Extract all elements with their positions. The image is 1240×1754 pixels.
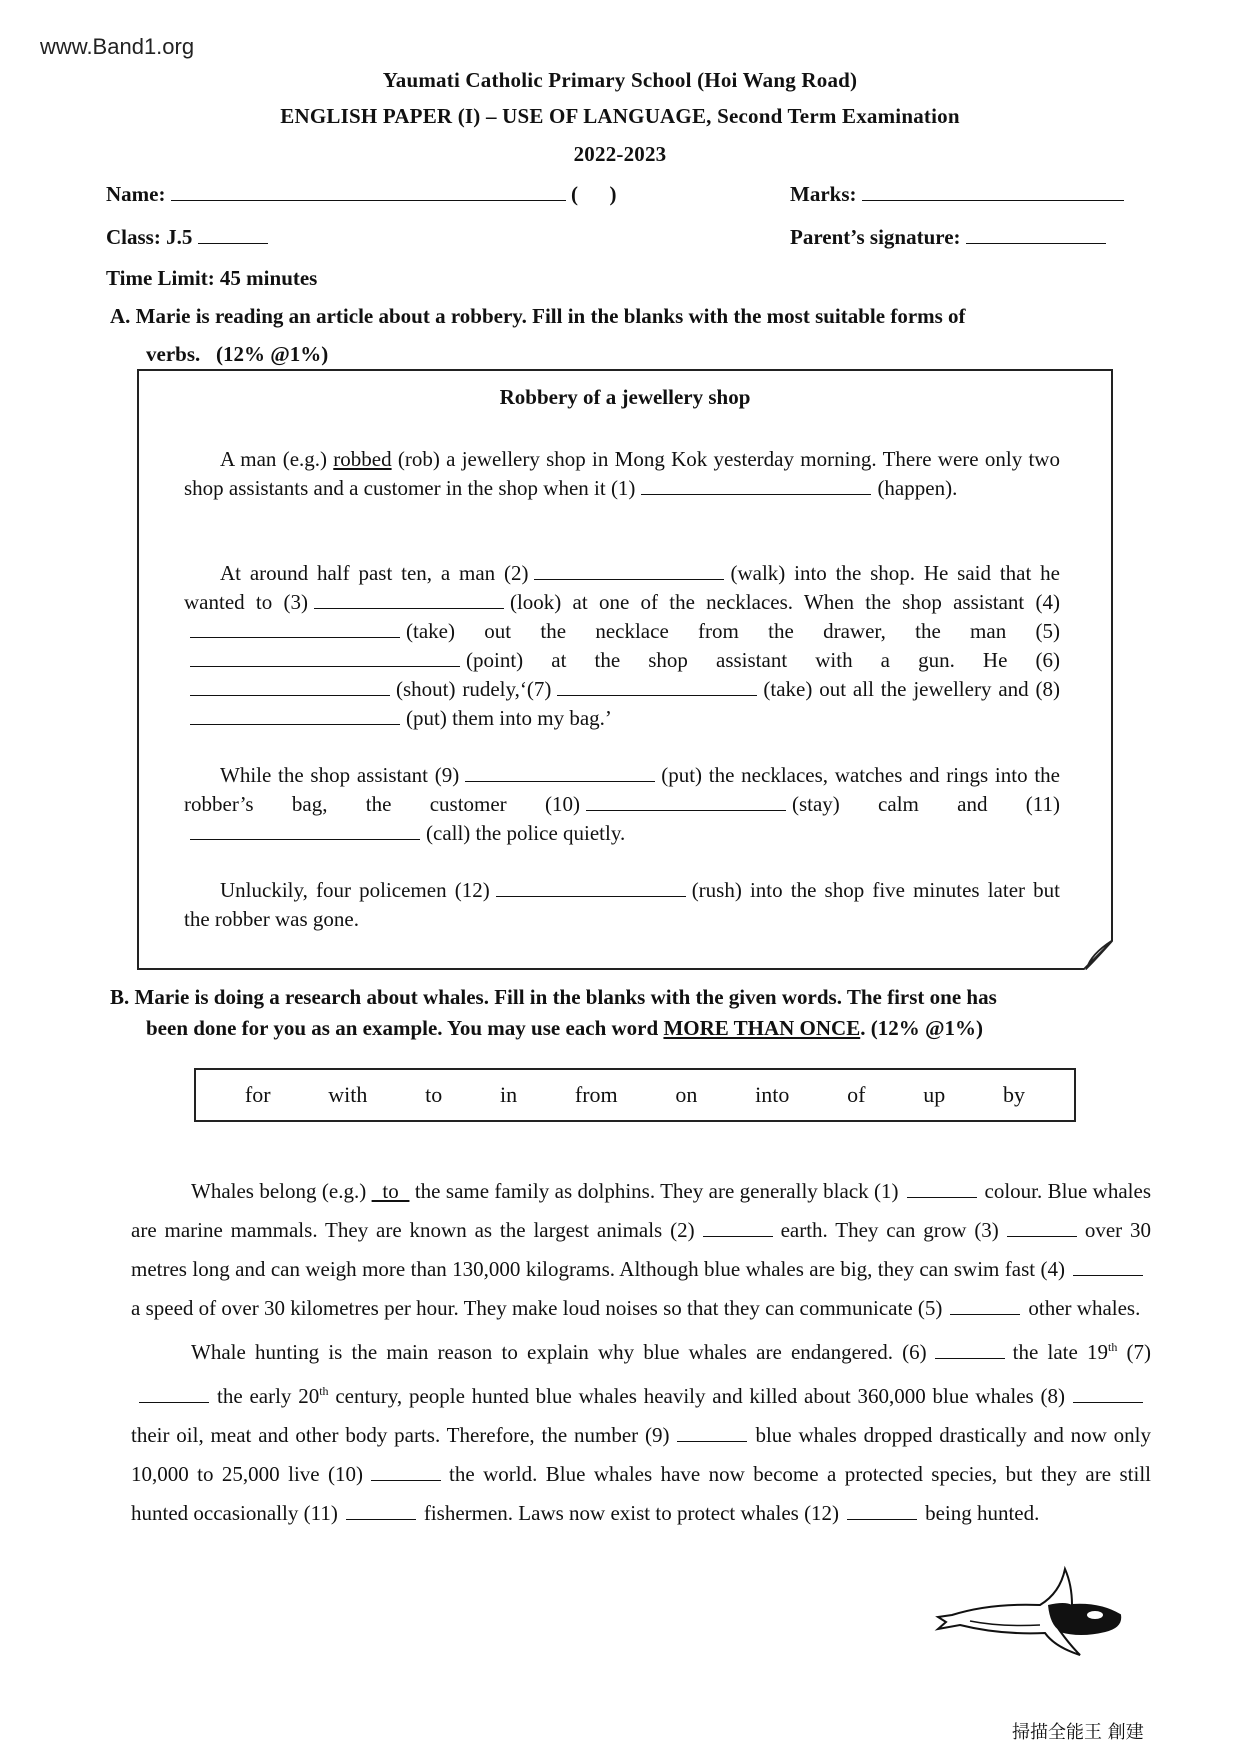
answer-blank[interactable] <box>190 621 400 638</box>
class-field[interactable] <box>106 225 268 250</box>
text-segment: other whales. <box>1028 1296 1141 1320</box>
word-bank-item: with <box>328 1082 368 1107</box>
text-segment: (shout) rudely,‘(7) <box>396 677 552 701</box>
marks-field[interactable] <box>790 182 1124 207</box>
answer-blank[interactable] <box>847 1503 917 1520</box>
text-segment: (call) the police quietly. <box>426 821 626 845</box>
word-bank-item: to <box>425 1082 443 1107</box>
article-box <box>137 369 1113 970</box>
answer-blank[interactable] <box>950 1298 1020 1315</box>
text-segment: the early 20 <box>217 1384 320 1408</box>
text-segment: fishermen. Laws now exist to protect whales (12) <box>423 1501 840 1525</box>
watermark-url: www.Band1.org <box>40 34 195 59</box>
text-segment: (walk) into the shop. He said that he wanted to (3) <box>184 561 1060 614</box>
whale-passage <box>131 1172 1151 1533</box>
text-segment: blue whales dropped drastically and now only 10,000 to 25,000 live (10) <box>131 1423 1152 1486</box>
word-bank-item: for <box>244 1082 271 1107</box>
whale-paragraph-2 <box>131 1328 1151 1533</box>
article-paragraph-3 <box>184 761 1060 848</box>
answer-blank[interactable] <box>314 592 504 609</box>
example-answer: to <box>371 1179 410 1203</box>
class-number-paren: ( ) <box>570 182 617 206</box>
text-segment: the world. Blue whales have now become a protected species, but they are still hunted occasionally (11) <box>131 1462 1151 1525</box>
text-segment: (put) the necklaces, watches and rings into the robber’s bag, the customer (10) <box>184 763 1060 816</box>
section-a-instruction-cont: verbs. (12% @1%) <box>146 342 329 366</box>
text-segment: (stay) calm and (11) <box>791 792 1060 816</box>
word-bank-item: from <box>574 1082 618 1107</box>
text-segment: (happen). <box>877 476 958 500</box>
answer-blank[interactable] <box>534 563 724 580</box>
text-segment: century, people hunted blue whales heavily and killed about 360,000 blue whales (8) <box>328 1384 1066 1408</box>
answer-blank[interactable] <box>190 708 400 725</box>
name-field[interactable] <box>106 182 616 207</box>
answer-blank[interactable] <box>190 679 390 696</box>
text-segment: (rob) a jewellery shop in Mong Kok yesterday morning. There were only two shop assistants and a customer in the shop when it (1) <box>184 447 1060 500</box>
marks-label: Marks: <box>790 182 857 206</box>
article-paragraph-2 <box>184 559 1060 733</box>
instr-marks: . (12% @1%) <box>860 1016 984 1040</box>
text-segment: Unluckily, four policemen (12) <box>220 878 490 902</box>
text-segment: Whales belong (e.g.) <box>191 1179 372 1203</box>
text-segment: (take) out the necklace from the drawer, the man (5) <box>406 619 1060 643</box>
name-line <box>171 186 566 201</box>
answer-blank[interactable] <box>586 794 786 811</box>
answer-blank[interactable] <box>677 1425 747 1442</box>
text-segment: (rush) into the shop five minutes later but the robber was gone. <box>184 878 1060 931</box>
text-segment: their oil, meat and other body parts. Therefore, the number (9) <box>131 1423 670 1447</box>
school-year: 2022-2023 <box>573 142 667 166</box>
paper-title: ENGLISH PAPER (I) – USE OF LANGUAGE, Second Term Examination <box>280 104 960 128</box>
marks-line <box>862 186 1124 201</box>
article-title: Robbery of a jewellery shop <box>499 385 751 409</box>
superscript: th <box>1107 1340 1118 1354</box>
section-a-instruction: A. Marie is reading an article about a robbery. Fill in the blanks with the most suitable forms of <box>110 304 966 328</box>
answer-blank[interactable] <box>346 1503 416 1520</box>
text-segment: While the shop assistant (9) <box>220 763 460 787</box>
word-bank-item: up <box>923 1082 946 1107</box>
text-segment: over 30 metres long and can weigh more than 130,000 kilograms. Although blue whales are big, they can swim fast (4) <box>131 1218 1151 1281</box>
text-segment: (point) at the shop assistant with a gun. He (6) <box>466 648 1060 672</box>
answer-blank[interactable] <box>190 823 420 840</box>
text-segment: a speed of over 30 kilometres per hour. They make loud noises so that they can communicate (5) <box>131 1296 943 1320</box>
instr-text: been done for you as an example. You may use each word <box>146 1016 664 1040</box>
answer-blank[interactable] <box>371 1464 441 1481</box>
orca-illustration <box>930 1565 1130 1660</box>
text-segment: colour. Blue whales are marine mammals. They are known as the largest animals (2) <box>131 1179 1151 1242</box>
word-bank-item: on <box>675 1082 698 1107</box>
text-segment: the same family as dolphins. They are generally black (1) <box>409 1179 899 1203</box>
answer-blank[interactable] <box>139 1386 209 1403</box>
article-paragraph-1 <box>184 445 1060 503</box>
word-bank-item: in <box>500 1082 518 1107</box>
section-b-instruction-cont <box>146 1009 983 1047</box>
answer-blank[interactable] <box>641 478 871 495</box>
class-line <box>198 229 268 244</box>
class-label: Class: J.5 <box>106 225 193 249</box>
page-fold-icon <box>1083 940 1113 970</box>
text-segment: (take) out all the jewellery and (8) <box>763 677 1061 701</box>
answer-blank[interactable] <box>703 1220 773 1237</box>
answer-blank[interactable] <box>1073 1386 1143 1403</box>
word-bank <box>194 1068 1076 1122</box>
text-segment: At around half past ten, a man (2) <box>220 561 529 585</box>
text-segment: (put) them into my bag.’ <box>406 706 612 730</box>
text-segment: Whale hunting is the main reason to explain why blue whales are endangered. (6) <box>191 1340 927 1364</box>
answer-blank[interactable] <box>465 765 655 782</box>
text-segment: being hunted. <box>925 1501 1040 1525</box>
text-segment: (look) at one of the necklaces. When the shop assistant (4) <box>509 590 1061 614</box>
signature-label: Parent’s signature: <box>790 225 961 249</box>
answer-blank[interactable] <box>907 1181 977 1198</box>
answer-blank[interactable] <box>1007 1220 1077 1237</box>
school-name: Yaumati Catholic Primary School (Hoi Wang Road) <box>382 68 858 92</box>
text-segment: (7) <box>1117 1340 1151 1364</box>
example-answer: robbed <box>333 447 392 471</box>
word-bank-item: into <box>755 1082 790 1107</box>
whale-paragraph-1 <box>131 1172 1151 1328</box>
answer-blank[interactable] <box>496 880 686 897</box>
text-segment: the late 19 <box>1012 1340 1108 1364</box>
time-limit: Time Limit: 45 minutes <box>106 266 318 290</box>
word-bank-item: by <box>1002 1082 1025 1107</box>
answer-blank[interactable] <box>1073 1259 1143 1276</box>
text-segment: earth. They can grow (3) <box>780 1218 999 1242</box>
answer-blank[interactable] <box>935 1342 1005 1359</box>
signature-field[interactable] <box>790 225 1106 250</box>
section-b-instruction: B. Marie is doing a research about whales. Fill in the blanks with the given words. The first one has <box>110 985 997 1009</box>
name-label: Name: <box>106 182 166 206</box>
superscript: th <box>319 1384 329 1398</box>
instr-emphasis: MORE THAN ONCE <box>663 1016 861 1040</box>
signature-line <box>966 229 1106 244</box>
scanner-credit: 掃描全能王 創建 <box>1012 1722 1144 1743</box>
answer-blank[interactable] <box>557 679 757 696</box>
answer-blank[interactable] <box>190 650 460 667</box>
text-segment: A man (e.g.) <box>220 447 334 471</box>
word-bank-item: of <box>847 1082 866 1107</box>
article-paragraph-4 <box>184 876 1060 934</box>
